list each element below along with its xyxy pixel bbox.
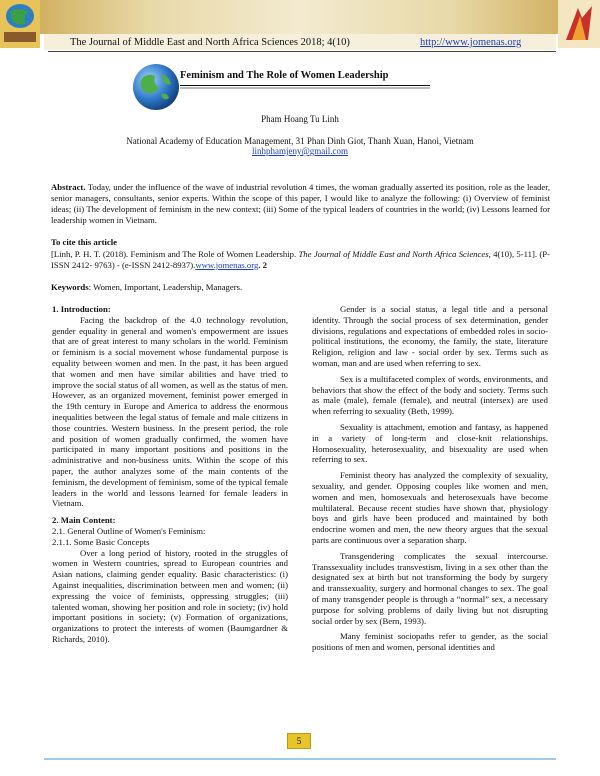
section-heading-main-content: 2. Main Content:: [52, 515, 116, 526]
keywords-label: Keywords: [51, 282, 89, 292]
body-paragraph: Sexuality is attachment, emotion and fantasy, as happened in a variety of long-term and close-knit relationships. Homosexuality, heterosexuality, and bisexuality are used when referring to sex.: [312, 421, 548, 465]
abstract-label: Abstract.: [51, 182, 86, 192]
left-column: [52, 304, 288, 645]
section-heading-introduction: 1. Introduction:: [52, 304, 111, 314]
body-paragraph: Over a long period of history, rooted in the struggles of women in Western countries, spread to European countries and Asian nations, claiming gender equality. Basic characteristics: (i) Against inequalities, discrimination between men and women; (ii) expressing the voice of feminists, oppressing struggles; (iii) talented woman, showing her position and role in society; (iv) hold important positions in society; (v) Formation of organizations, organizations to protect the interests of women (Baumgardner & Richards, 2010).: [52, 547, 288, 644]
title-underline: [180, 85, 430, 86]
body-paragraph: Sex is a multifaceted complex of words, environments, and behaviors that show the effect of the body and society. Terms such as male (male), female (female), and neutral (intersex) are used when referring to sexuality (Beth, 1999).: [312, 373, 548, 417]
keywords: [51, 282, 550, 293]
subsubsection-heading: 2.1.1. Some Basic Concepts: [52, 536, 150, 547]
header-band: [0, 0, 600, 34]
body-paragraph: Many feminist sociopaths refer to gender, as the social positions of men and women, personal identities and: [312, 631, 548, 653]
footer-rule: [44, 758, 556, 760]
journal-emblem-icon: [558, 0, 600, 48]
right-column: [312, 304, 548, 653]
paper-title: Feminism and The Role of Women Leadership: [180, 70, 389, 81]
author-name: Pham Hoang Tu Linh: [261, 114, 339, 124]
title-underline-shadow: [180, 87, 430, 89]
citation-text: [Linh, P. H. T. (2018). Feminism and The Role of Women Leadership.: [51, 249, 297, 259]
abstract-text: Today, under the influence of the wave of industrial revolution 4 times, the woman gradually asserted its position, role as the leader, senior managers, consultants, senior experts. Within the scope of this paper, I would like to analyze the following: (i) Overview of feminist ideas; (ii) The development of feminism in the new context; (iii) Some of the typical leaders of countries in the world; (iv) Lessons learned for leadership women in Vietnam.: [51, 182, 551, 225]
citation: [51, 249, 550, 271]
journal-logo-icon: [0, 0, 40, 48]
intro-paragraph: Facing the backdrop of the 4.0 technology revolution, gender equality in general and women's empowerment are issues that are of great interest to many scholars in the world. Feminism or feminism is a social movement whose fundamental purpose is equality between women and men. In the past, it has been argued that women and men have similar abilities and have tried to improve the social status of all women, as well as the status of men. However, as an organized movement, feminist power emerged in the 19th century in Europe and America to address the enormous inequalities between the legal status of female and male citizens in those countries. Western business. In the present period, the role and position of women gradually confirmed, the women have participated in many important positions and positions in the administrative and non-business units. Within the scope of this paper, the author analyzes some of the main contents of the feminism, the development of feminism, some of the typical female leaders in the world and lessons learned for female leaders in Vietnam.: [52, 314, 288, 509]
body-paragraph: Transgendering complicates the sexual intercourse. Transsexuality includes transvestism, living in a sex other than the designated sex at birth but not transforming the body by surgery and transsexuality, surgery and hormonal changes to sex. The goal of many transgender people is through a “normal” sex, a necessary purpose for solving problems of daily living but not disrupting social order by sex (Bern, 1993).: [312, 550, 548, 626]
abstract: [51, 182, 550, 226]
globe-icon: [131, 62, 181, 112]
citation-journal: The Journal of Middle East and North Africa Sciences,: [298, 249, 491, 259]
citation-link[interactable]: www.jomenas.org: [195, 260, 259, 270]
keywords-text: : Women, Important, Leadership, Managers.: [88, 282, 243, 292]
affiliation: National Academy of Education Management, 31 Phan Dinh Giot, Thanh Xuan, Hanoi, Vietnam: [126, 136, 474, 146]
header-divider: [48, 51, 556, 52]
body-paragraph: Feminist theory has analyzed the complexity of sexuality, sexuality, and gender. Opposing couples like women and men, women and men, homosexuals and heterosexuals have become multilateral. Because recent studies have shown that, physiology boys and girls have been produced and maintained by both endocrine women and men, the new theory argues that the sexual parts are continuous over a separation sharp.: [312, 470, 548, 545]
journal-title: The Journal of Middle East and North Africa Sciences 2018; 4(10): [70, 37, 350, 48]
email-link[interactable]: linhphamjeny@gmail.com: [251, 146, 349, 156]
page-number: 5: [287, 733, 311, 749]
body-paragraph: Gender is a social status, a legal title and a personal identity. Through the social process of sex determination, gender divisions, regulations and expectations of embedded roles in socio-political institutions, the economy, the family, the state, literature Religion, religion and law - social order by sex. Terms such as woman, man and are used when referring to sex.: [312, 304, 548, 368]
citation-heading: To cite this article: [51, 237, 118, 247]
journal-url-link[interactable]: http://www.jomenas.org: [420, 37, 522, 48]
citation-num: . 2: [258, 260, 267, 270]
author-email: [0, 146, 600, 156]
citation-text-2: 4(10), 5-11]. (P-ISSN 2412- 9763) - (e-ISSN 2412-8937).: [51, 249, 551, 270]
subsection-heading: 2.1. General Outline of Women's Feminism:: [52, 525, 206, 536]
